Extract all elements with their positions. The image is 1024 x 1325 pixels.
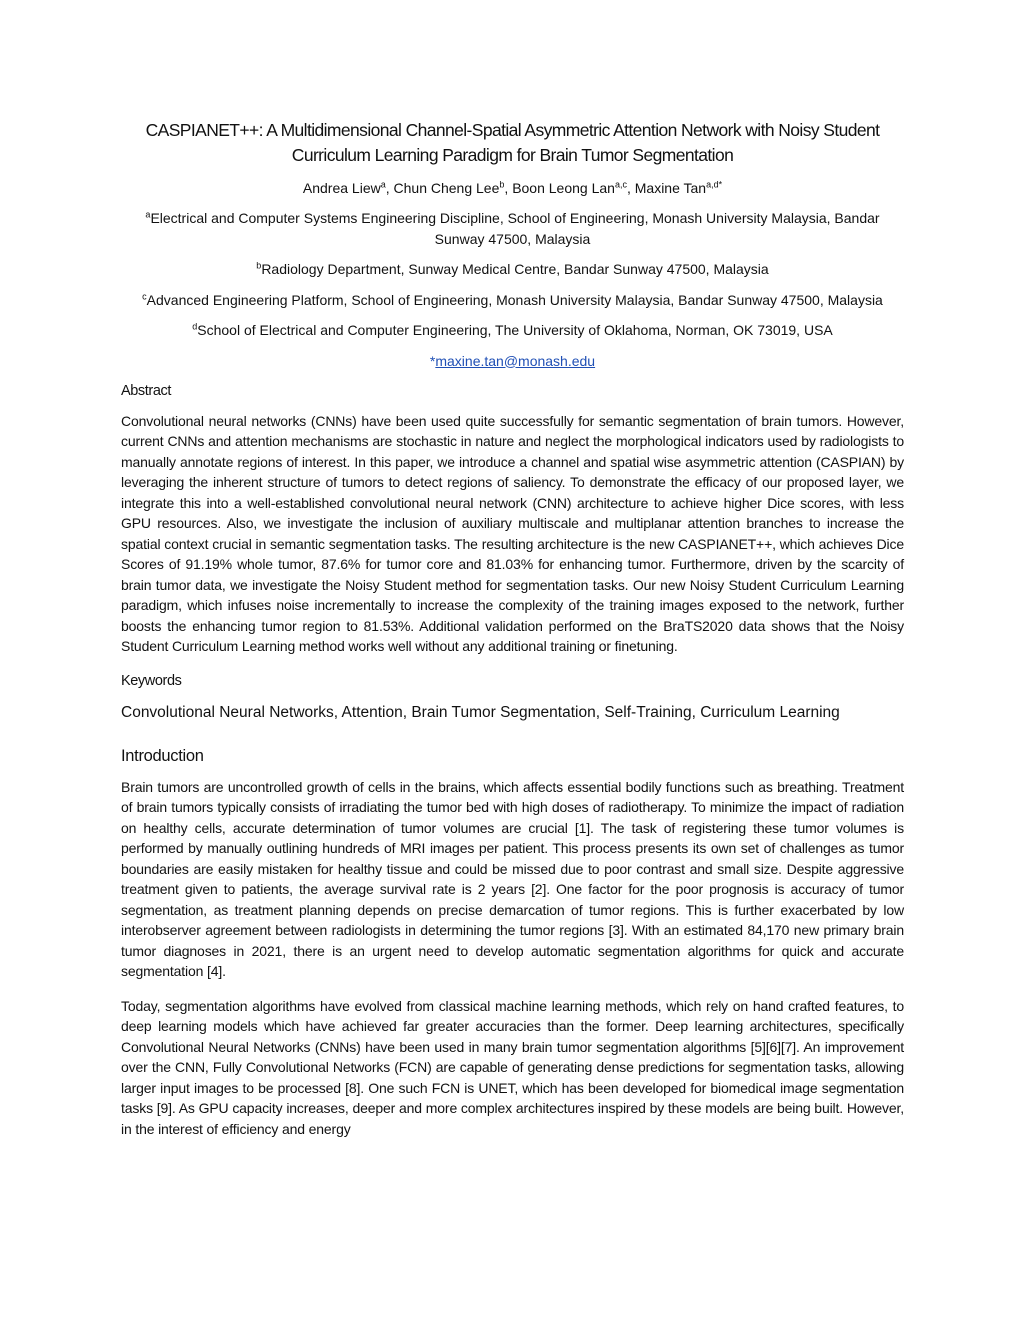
abstract-heading: Abstract: [121, 382, 171, 399]
author-affil-mark: a,c: [614, 179, 627, 190]
author-separator: ,: [626, 180, 635, 196]
abstract-text: Convolutional neural networks (CNNs) have been used quite successfully for semantic segmentation of brain tumors. However, current CNNs and attention mechanisms are stochastic in nature and neglect the morphological indicators used by radiologists to manually annotate regions of interest. In this paper, we introduce a channel and spatial wise asymmetric attention (CASPIAN) by leveraging the inherent structure of tumors to detect regions of saliency. To demonstrate the efficacy of our proposed layer, we integrate this into a well-established convolutional neural network (CNN) architecture to achieve higher Dice scores, with less GPU resources. Also, we investigate the inclusion of auxiliary multiscale and multiplanar attention branches to increase the spatial context crucial in semantic segmentation tasks. The resulting architecture is the new CASPIANET++, which achieves Dice Scores of 91.19% whole tumor, 87.6% for tumor core and 81.03% for enhancing tumor. Furthermore, driven by the scarcity of brain tumor data, we investigate the Noisy Student method for segmentation tasks. Our new Noisy Student Curriculum Learning paradigm, which infuses noise incrementally to increase the complexity of the training images exposed to the network, further boosts the enhancing tumor region to 81.53%. Additional validation performed on the BraTS2020 data shows that the Noisy Student Curriculum Learning method works well without any additional training or finetuning.: [121, 412, 904, 654]
affiliation-mark: b: [256, 260, 262, 271]
email-link[interactable]: maxine.tan@monash.edu: [435, 352, 596, 369]
affiliation-mark: c: [142, 290, 147, 301]
author-affil-mark: a,d*: [706, 179, 723, 190]
author-affil-mark: a: [380, 179, 386, 190]
affiliation-text: Advanced Engineering Platform, School of Engineering, Monash University Malaysia, Bandar Sunway 47500, Malaysia: [146, 291, 883, 308]
affiliation-text: School of Electrical and Computer Engineering, The University of Oklahoma, Norman, OK 73019, USA: [197, 322, 833, 338]
affiliation-mark: a: [145, 209, 151, 220]
author-list: [121, 178, 904, 198]
affiliation-c: [121, 290, 904, 311]
author-affil-mark: b: [499, 179, 505, 190]
intro-paragraph: Brain tumors are uncontrolled growth of cells in the brains, which affects essential bodily functions such as breathing. Treatment of brain tumors typically consists of irradiating the tumor bed with high doses of radiotherapy. To minimize the impact of radiation on healthy cells, accurate determination of tumor volumes are crucial [1]. The task of registering these tumor volumes is performed by manually outlining hundreds of MRI images per patient. This process presents its own set of challenges as tumor boundaries are easily mistaken for healthy tissue and could be missed due to poor contrast and small size. Despite aggressive treatment given to patients, the average survival rate is 2 years [2]. One factor for the poor prognosis is accuracy of tumor segmentation, as treatment planning depends on precise demarcation of tumor regions. This is further exacerbated by low interobserver agreement between radiologists in determining the tumor regions [3]. With an estimated 84,170 new primary brain tumor diagnoses in 2021, there is an urgent need to develop automatic segmentation algorithms for quick and accurate segmentation [4].: [121, 778, 904, 979]
author-name: Andrea Liew: [302, 180, 381, 196]
intro-paragraph: Today, segmentation algorithms have evolved from classical machine learning methods, which rely on hand crafted features, to deep learning models which have achieved far greater accuracies than the former. Deep learning architectures, specifically Convolutional Neural Networks (CNNs) have been used in many brain tumor segmentation algorithms [5][6][7]. An improvement over the CNN, Fully Convolutional Networks (FCN) are capable of generating dense predictions for segmentation tasks, allowing larger input images to be processed [8]. One such FCN is UNET, which has been developed for biomedical image segmentation tasks [9]. As GPU capacity increases, deeper and more complex architectures inspired by these models are being built. However, in the interest of efficiency and energy: [121, 997, 904, 1137]
title-line-1: CASPIANET++: A Multidimensional Channel-Spatial Asymmetric Attention Network with Noisy Student: [145, 120, 880, 140]
author-name: Maxine Tan: [634, 180, 707, 196]
author-name: Boon Leong Lan: [512, 180, 615, 196]
affiliation-mark: d: [192, 321, 198, 332]
affiliation-d: [121, 320, 904, 341]
title-line-2: Curriculum Learning Paradigm for Brain Tumor Segmentation: [291, 145, 734, 165]
author-name: Chun Cheng Lee: [393, 180, 500, 196]
paper-title: [121, 118, 904, 168]
paper-page: [121, 118, 904, 1153]
keywords-heading: Keywords: [121, 672, 182, 689]
keywords-text: Convolutional Neural Networks, Attention, Brain Tumor Segmentation, Self-Training, Curriculum Learning: [121, 703, 840, 721]
author-separator: ,: [504, 180, 513, 196]
affiliation-a: [121, 208, 904, 249]
affiliation-text: Electrical and Computer Systems Engineering Discipline, School of Engineering, Monash University Malaysia, Bandar Sunway 47500, Malaysia: [150, 210, 880, 247]
affiliation-b: [121, 259, 904, 280]
affiliation-text: Radiology Department, Sunway Medical Centre, Bandar Sunway 47500, Malaysia: [261, 261, 769, 277]
corresponding-email: [121, 351, 904, 371]
author-separator: ,: [385, 180, 394, 196]
introduction-heading: Introduction: [121, 746, 204, 765]
corresponding-star: *: [429, 352, 436, 369]
